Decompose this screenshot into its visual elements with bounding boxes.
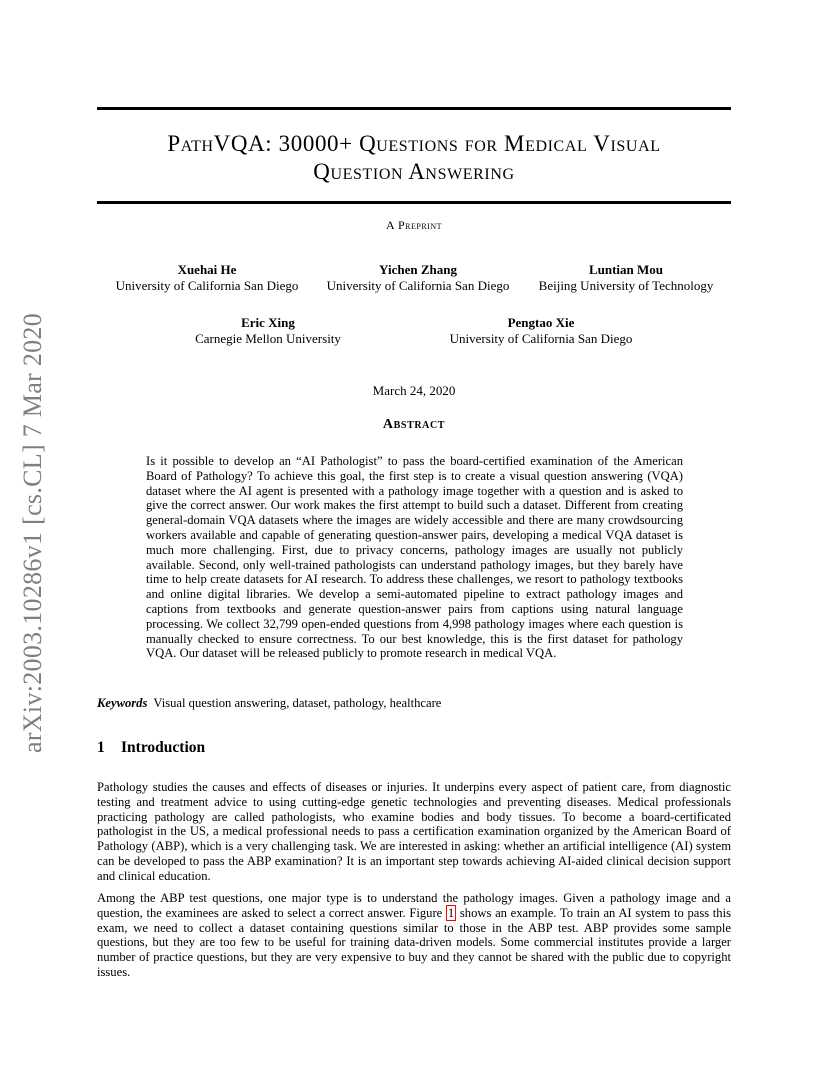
abstract-heading: Abstract [382, 417, 446, 432]
keywords-label: Keywords [97, 696, 148, 710]
publication-date: March 24, 2020 [372, 383, 456, 398]
author-block [521, 262, 731, 294]
paper-title [97, 130, 731, 186]
title-top-rule [97, 107, 731, 110]
keywords-text: Visual question answering, dataset, pathology, healthcare [153, 696, 442, 710]
paragraph-text: Among the ABP test questions, one major type is to understand the pathology images. Given a pathology image and a question, the examinees are asked to select a correct answer. Figure [97, 891, 731, 920]
section-heading [97, 739, 205, 757]
paragraph-text: shows an example. To train an AI system to pass this exam, we need to collect a dataset containing questions similar to those in the ABP test. ABP provides some sample questions, but they are too few to be useful for training data-driven models. Some commercial institutes provide a larger number of practice questions, but they are very expensive to buy and they cannot be shared with the public due to copyright issues. [97, 905, 732, 979]
title-line-2: Question Answering [313, 159, 515, 184]
author-name: Eric Xing [241, 315, 295, 330]
author-block [97, 262, 317, 294]
author-block [308, 262, 528, 294]
author-affiliation: University of California San Diego [115, 278, 299, 293]
author-name: Luntian Mou [588, 262, 664, 277]
title-line-1: PathVQA: 30000+ Questions for Medical Visual [167, 131, 661, 156]
abstract-body: Is it possible to develop an “AI Pathologist” to pass the board-certified examination of the American Board of Pathology? To achieve this goal, the first step is to create a visual question answering (VQA) dataset where the AI agent is presented with a pathology image together with a question and is asked to give the correct answer. Our work makes the first attempt to build such a dataset. Different from creating general-domain VQA datasets where the images are widely accessible and there are many crowdsourcing workers available and capable of generating question-answer pairs, developing a medical VQA dataset is much more challenging. First, due to privacy concerns, pathology images are usually not publicly available. Second, only well-trained pathologists can understand pathology images, but they barely have time to help create datasets for AI research. To address these challenges, we resort to pathology textbooks and online digital libraries. We develop a semi-automated pipeline to extract pathology images and captions from textbooks and generate question-answer pairs from captions using natural language processing. We collect 32,799 open-ended questions from 4,998 pathology images where each question is manually checked to ensure correctness. To our best knowledge, this is the first dataset for pathology VQA. Our dataset will be released publicly to promote research in medical VQA. [146, 454, 683, 661]
author-block [430, 315, 652, 347]
author-affiliation: Carnegie Mellon University [195, 331, 341, 346]
arxiv-identifier-stamp: arXiv:2003.10286v1 [cs.CL] 7 Mar 2020 [18, 312, 47, 753]
author-affiliation: University of California San Diego [326, 278, 510, 293]
title-bottom-rule [97, 201, 731, 204]
section-number: 1 [97, 739, 105, 756]
author-affiliation: Beijing University of Technology [538, 278, 714, 293]
author-name: Xuehai He [177, 262, 237, 277]
author-affiliation: University of California San Diego [449, 331, 633, 346]
author-name: Pengtao Xie [507, 315, 575, 330]
keywords-line [97, 696, 731, 711]
section-title: Introduction [121, 739, 206, 756]
intro-paragraph-1: Pathology studies the causes and effects of diseases or injuries. It underpins every aspect of patient care, from diagnostic testing and treatment advice to using cutting-edge genetic technologies and preventing diseases. Medical professionals practicing pathology are called pathologists, who examine bodies and body tissues. To become a board-certificated pathologist in the US, a medical professional needs to pass a certification examination organized by the American Board of Pathology (ABP), which is a very challenging task. We are interested in asking: whether an artificial intelligence (AI) system can be developed to pass the ABP examination? It is an important step towards achieving AI-aided clinical decision support and clinical education. [97, 780, 731, 883]
intro-paragraph-2 [97, 891, 731, 980]
author-block [168, 315, 368, 347]
author-name: Yichen Zhang [379, 262, 457, 277]
figure-reference-link[interactable]: 1 [447, 905, 455, 920]
preprint-label: A Preprint [385, 218, 442, 232]
